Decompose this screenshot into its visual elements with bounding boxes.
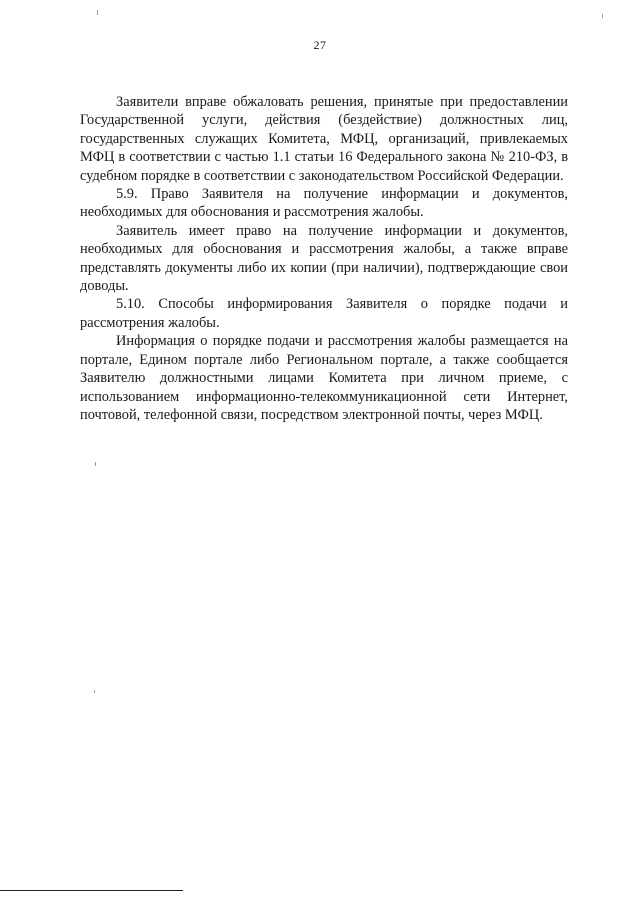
paragraph-appeal-rights: Заявители вправе обжаловать решения, принятые при предоставлении Государственной услуги, действия (бездействие) должностных лиц, государственных служащих Комитета, МФЦ, организаций, привлекаемых МФЦ в соответствии с частью 1.1 статьи 16 Федерального закона № 210-ФЗ, в судебном порядке в соответствии с законодательством Российской Федерации.	[80, 94, 568, 184]
scan-speck	[95, 462, 96, 466]
paragraph-section-5-10: 5.10. Способы информирования Заявителя о порядке подачи и рассмотрения жалобы.	[80, 296, 568, 331]
paragraph-section-5-9: 5.9. Право Заявителя на получение информации и документов, необходимых для обоснования и рассмотрения жалобы.	[80, 186, 568, 221]
scan-edge-line	[0, 890, 183, 891]
scan-speck	[97, 10, 98, 15]
scan-speck	[602, 14, 603, 18]
body-text	[80, 93, 568, 424]
scan-speck	[94, 690, 95, 693]
paragraph-info-rights: Заявитель имеет право на получение информации и документов, необходимых для обоснования и рассмотрения жалобы, а также вправе представлять документы либо их копии (при наличии), подтверждающие свои доводы.	[80, 222, 568, 295]
page-number: 27	[313, 38, 327, 52]
paragraph-info-channels: Информация о порядке подачи и рассмотрения жалобы размещается на портале, Едином портале либо Региональном портале, а также сообщается Заявителю должностными лицами Комитета при личном приеме, с использованием информационно-телекоммуникационной сети Интернет, почтовой, телефонной связи, посредством электронной почты, через МФЦ.	[80, 333, 568, 423]
